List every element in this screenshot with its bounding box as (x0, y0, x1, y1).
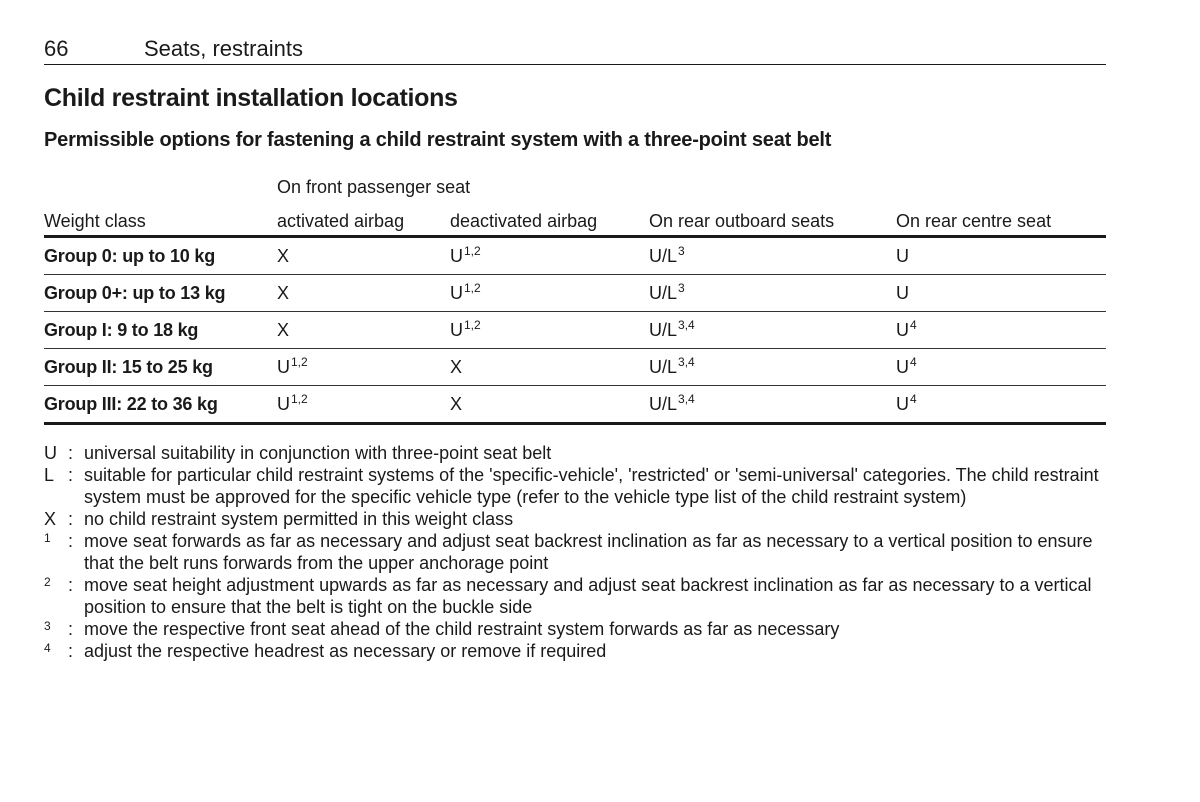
footnote-key: 3 (44, 619, 51, 633)
legend-item (44, 464, 1106, 508)
table-cell (450, 275, 649, 312)
footnote-key: 1 (44, 531, 51, 545)
table-cell (277, 312, 450, 349)
cell-footnote-ref: 1,2 (464, 243, 481, 258)
cell-value: U/L (649, 319, 678, 340)
weight-class-cell: Group 0: up to 10 kg (44, 237, 277, 275)
table-cell (896, 275, 1106, 312)
table-cell (450, 237, 649, 275)
footnote-key: 4 (44, 641, 51, 655)
column-header: Weight class (44, 198, 277, 237)
table-cell (277, 349, 450, 386)
cell-value: U (896, 319, 909, 340)
cell-value: U/L (649, 282, 678, 303)
cell-value: U (277, 393, 290, 414)
table-cell (896, 312, 1106, 349)
cell-footnote-ref: 3 (678, 280, 685, 295)
legend-item (44, 442, 1106, 464)
cell-footnote-ref: 3,4 (678, 317, 695, 332)
cell-value: U (896, 356, 909, 377)
legend-separator: : (68, 575, 74, 595)
cell-value: U (896, 245, 909, 266)
table-header-row (44, 198, 1106, 237)
legend-key: X (44, 509, 57, 529)
cell-value: U (450, 319, 463, 340)
weight-class-cell: Group III: 22 to 36 kg (44, 386, 277, 424)
cell-footnote-ref: 3,4 (678, 391, 695, 406)
legend-key: L (44, 465, 55, 485)
table-cell (277, 237, 450, 275)
table-cell (649, 237, 896, 275)
group-header-spacer (649, 166, 896, 198)
legend-separator: : (68, 443, 74, 463)
page-title: Child restraint installation locations (44, 84, 458, 112)
footnote-key: 2 (44, 575, 51, 589)
table-cell (649, 312, 896, 349)
table-group-header-row (44, 166, 1106, 198)
running-header (44, 36, 1106, 65)
table-row (44, 312, 1106, 349)
cell-footnote-ref: 3 (678, 243, 685, 258)
table-row (44, 349, 1106, 386)
legend-separator: : (68, 465, 74, 485)
cell-footnote-ref: 1,2 (464, 280, 481, 295)
cell-footnote-ref: 4 (910, 354, 917, 369)
legend-text: adjust the respective headrest as necessary or remove if required (84, 641, 607, 661)
legend-separator: : (68, 619, 74, 639)
installation-locations-table (44, 166, 1106, 425)
cell-footnote-ref: 3,4 (678, 354, 695, 369)
cell-value: U (896, 282, 909, 303)
legend-item (44, 618, 1106, 640)
legend-separator: : (68, 509, 74, 529)
legend-list (44, 442, 1106, 662)
column-header: activated airbag (277, 198, 450, 237)
table-cell (649, 275, 896, 312)
column-header: On rear centre seat (896, 198, 1106, 237)
legend-text: suitable for particular child restraint systems of the 'specific-vehicle', 'restricted' or 'semi-universal' categories. The child restraint system must be approved for the specific vehicle type (refer to the vehicle type list of the child restraint system) (84, 465, 1099, 507)
legend-separator: : (68, 531, 74, 551)
cell-value: X (277, 245, 290, 266)
column-header: On rear outboard seats (649, 198, 896, 237)
table-row (44, 275, 1106, 312)
cell-value: U/L (649, 393, 678, 414)
legend-text: move seat height adjustment upwards as far as necessary and adjust seat backrest inclination as far as necessary to a vertical position to ensure that the belt is tight on the buckle side (84, 575, 1092, 617)
table-cell (896, 349, 1106, 386)
weight-class-cell: Group 0+: up to 13 kg (44, 275, 277, 312)
table-cell (649, 386, 896, 424)
cell-value: X (277, 319, 290, 340)
table-caption: Permissible options for fastening a child restraint system with a three-point seat belt (44, 129, 832, 151)
group-header-spacer (896, 166, 1106, 198)
cell-value: X (450, 356, 463, 377)
legend-text: move the respective front seat ahead of the child restraint system forwards as far as necessary (84, 619, 840, 639)
table-cell (277, 275, 450, 312)
cell-value: U/L (649, 245, 678, 266)
table-cell (450, 386, 649, 424)
cell-footnote-ref: 1,2 (291, 391, 308, 406)
weight-class-cell: Group II: 15 to 25 kg (44, 349, 277, 386)
table-cell (896, 237, 1106, 275)
legend-text: universal suitability in conjunction with three-point seat belt (84, 443, 552, 463)
cell-footnote-ref: 4 (910, 317, 917, 332)
legend-text: no child restraint system permitted in this weight class (84, 509, 514, 529)
column-header: deactivated airbag (450, 198, 649, 237)
group-header-spacer (44, 166, 277, 198)
legend-item (44, 640, 1106, 662)
cell-value: U (450, 245, 463, 266)
table-row (44, 237, 1106, 275)
cell-footnote-ref: 4 (910, 391, 917, 406)
table-cell (450, 312, 649, 349)
cell-value: X (277, 282, 290, 303)
legend-separator: : (68, 641, 74, 661)
table-cell (896, 386, 1106, 424)
section-title: Seats, restraints (144, 36, 303, 61)
page-number: 66 (44, 36, 69, 61)
table-cell (450, 349, 649, 386)
cell-value: X (450, 393, 463, 414)
legend-item (44, 574, 1106, 618)
cell-value: U (896, 393, 909, 414)
legend-key: U (44, 443, 57, 463)
cell-value: U (277, 356, 290, 377)
cell-value: U (450, 282, 463, 303)
cell-footnote-ref: 1,2 (291, 354, 308, 369)
table-row (44, 386, 1106, 424)
legend-item (44, 530, 1106, 574)
front-passenger-seat-header: On front passenger seat (277, 177, 471, 197)
table-cell (649, 349, 896, 386)
cell-value: U/L (649, 356, 678, 377)
legend-item (44, 508, 1106, 530)
cell-footnote-ref: 1,2 (464, 317, 481, 332)
table-cell (277, 386, 450, 424)
legend-text: move seat forwards as far as necessary and adjust seat backrest inclination as far as necessary to a vertical position to ensure that the belt runs forwards from the upper anchorage point (84, 531, 1093, 573)
weight-class-cell: Group I: 9 to 18 kg (44, 312, 277, 349)
